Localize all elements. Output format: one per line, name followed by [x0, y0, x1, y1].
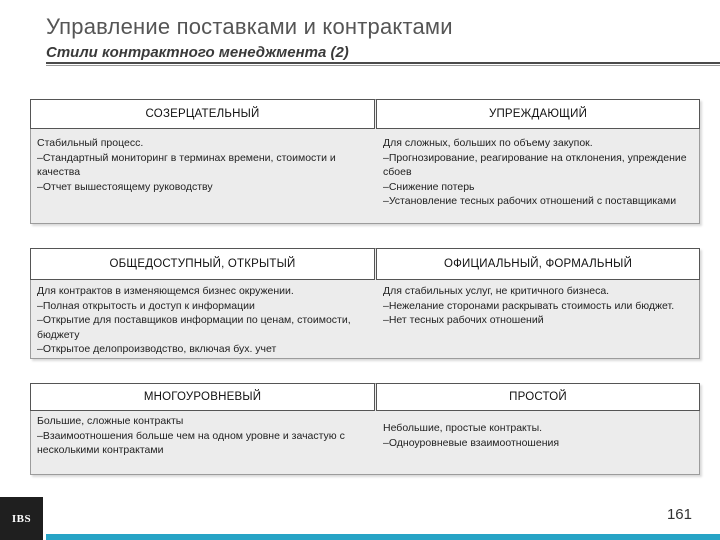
footer-accent-bar [46, 534, 720, 540]
title-divider [46, 62, 720, 64]
style-header-anticipatory: УПРЕЖДАЮЩИЙ [376, 99, 700, 129]
style-body-contemplative: Стабильный процесс. –Стандартный мониторинг в терминах времени, стоимости и качества –Отчет вышестоящему руководству [37, 137, 336, 193]
style-header-contemplative: СОЗЕРЦАТЕЛЬНЫЙ [30, 99, 375, 129]
style-body-multilevel: Большие, сложные контракты –Взаимоотношения больше чем на одном уровне и зачастую с несколькими контрактами [37, 415, 345, 456]
page-number: 161 [666, 506, 692, 523]
style-header-simple: ПРОСТОЙ [376, 383, 700, 411]
style-body-open: Для контрактов в изменяющемся бизнес окружении. –Полная открытость и доступ к информации –Открытие для поставщиков информации по ценам, стоимости, бюджету –Открытое делопроизводство, включая бух. учет [37, 285, 351, 355]
style-header-open: ОБЩЕДОСТУПНЫЙ, ОТКРЫТЫЙ [30, 248, 375, 280]
ibs-logo: IBS [0, 497, 43, 540]
slide-title: Управление поставками и контрактами [46, 14, 453, 39]
style-body-simple: Небольшие, простые контракты. –Одноуровневые взаимоотношения [383, 422, 560, 449]
style-body-formal: Для стабильных услуг, не критичного бизнеса. –Нежелание сторонами раскрывать стоимость или бюджет. –Нет тесных рабочих отношений [383, 285, 675, 326]
style-header-formal: ОФИЦИАЛЬНЫЙ, ФОРМАЛЬНЫЙ [376, 248, 700, 280]
style-header-multilevel: МНОГОУРОВНЕВЫЙ [30, 383, 375, 411]
style-body-anticipatory: Для сложных, больших по объему закупок. –Прогнозирование, реагирование на отклонения, упреждение сбоев –Снижение потерь –Установление тесных рабочих отношений с поставщиками [383, 137, 687, 207]
slide-subtitle: Стили контрактного менеджмента (2) [46, 44, 349, 61]
title-divider-thin [46, 65, 720, 66]
